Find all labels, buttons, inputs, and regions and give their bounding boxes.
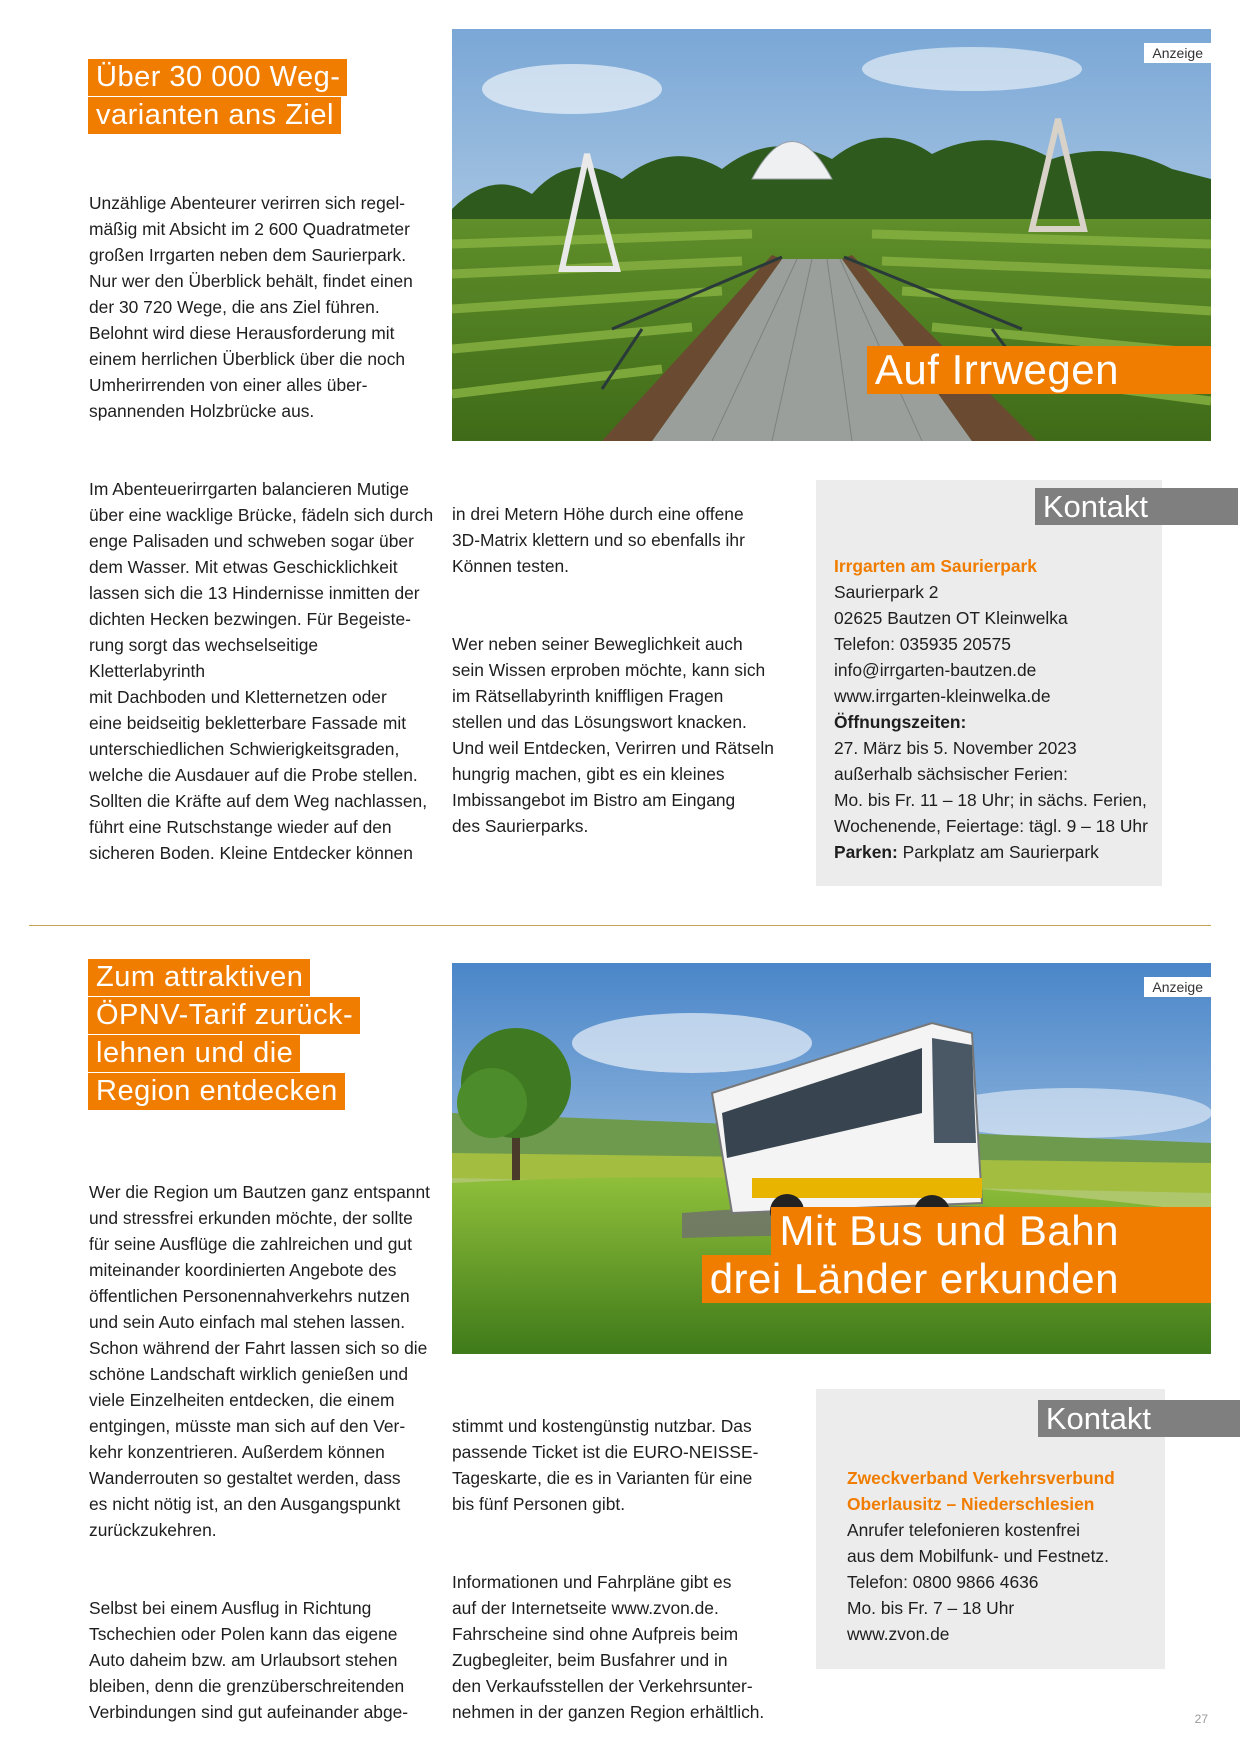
photo-title: [867, 346, 1211, 394]
bus-photo: [452, 963, 1211, 1354]
contact-label: Kontakt: [1035, 488, 1238, 525]
paragraph: Wer neben seiner Beweglichkeit auch sein Wissen erproben möchte, kann sich im Rätsellabyrinth kniffligen Fragen stellen und das Lösungswort knacken. Und weil Entdecken, Verirren und Rätseln hungrig machen, gibt es ein kleines Imbissangebot im Bistro am Eingang des Saurierparks.: [452, 634, 774, 836]
section-divider: [29, 925, 1211, 926]
opening-hours-line: Mo. bis Fr. 11 – 18 Uhr; in sächs. Ferien,: [834, 790, 1147, 810]
contact-details: [834, 553, 1148, 865]
contact-phone: Telefon: 035935 20575: [834, 634, 1011, 654]
headline-maze: [88, 59, 347, 135]
contact-address-line: Saurierpark 2: [834, 582, 939, 602]
article-column-1: [89, 1153, 434, 1751]
contact-organization: Oberlausitz – Niederschlesien: [847, 1494, 1095, 1514]
photo-title-line: Mit Bus und Bahn: [771, 1207, 1211, 1255]
headline-public-transport: [88, 959, 360, 1111]
headline-line: lehnen und die: [88, 1035, 300, 1072]
contact-hours: Mo. bis Fr. 7 – 18 Uhr: [847, 1598, 1015, 1618]
contact-label: Kontakt: [1038, 1400, 1240, 1437]
photo-title-line: drei Länder erkunden: [702, 1255, 1211, 1303]
paragraph: in drei Metern Höhe durch eine offene 3D-Matrix klettern und so ebenfalls ihr Können testen.: [452, 504, 745, 576]
contact-details: [847, 1465, 1115, 1647]
paragraph: Wer die Region um Bautzen ganz entspannt und stressfrei erkunden möchte, der sollte für seine Ausflüge die zahlreichen und gut miteinander koordinierten Angebote des öffentlichen Personennahverkehrs nutzen und sein Auto einfach mal stehen lassen. Schon während der Fahrt lassen sich so die schöne Landschaft wirklich genießen und viele Einzelheiten entdecken, die einem entgingen, müsste man sich auf den Ver- kehr konzentrieren. Außerdem können Wanderrouten so gestaltet werden, dass es nicht nötig ist, an den Ausgangspunkt zurückzukehren.: [89, 1182, 430, 1540]
headline-line: Zum attraktiven: [88, 959, 310, 996]
opening-hours-line: außerhalb sächsischer Ferien:: [834, 764, 1068, 784]
page-number: 27: [1194, 1712, 1208, 1726]
contact-organization: Zweckverband Verkehrsverbund: [847, 1468, 1115, 1488]
opening-hours-line: 27. März bis 5. November 2023: [834, 738, 1077, 758]
contact-info-line: aus dem Mobilfunk- und Festnetz.: [847, 1546, 1109, 1566]
contact-address-line: 02625 Bautzen OT Kleinwelka: [834, 608, 1068, 628]
paragraph: stimmt und kostengünstig nutzbar. Das passende Ticket ist die EURO-NEISSE- Tageskarte, die es in Varianten für eine bis fünf Personen gibt.: [452, 1416, 759, 1514]
paragraph: Selbst bei einem Ausflug in Richtung Tschechien oder Polen kann das eigene Auto daheim bzw. am Urlaubsort stehen bleiben, denn die grenzüberschreitenden Verbindungen sind gut aufeinander abge-: [89, 1598, 409, 1722]
parking-info: [834, 839, 1148, 865]
article-column-1: [89, 164, 434, 892]
paragraph: Im Abenteuerirrgarten balancieren Mutige über eine wacklige Brücke, fädeln sich durch enge Palisaden und schweben sogar über dem Wasser. Mit etwas Geschicklichkeit lassen sich die 13 Hindernisse inmitten der dichten Hecken bezwingen. Für Begeiste- rung sorgt das wechselseitige Kletterlabyrinth mit Dachboden und Kletternetzen oder eine beidseitig bekletterbare Fassade mit unterschiedlichen Schwierigkeitsgraden, welche die Ausdauer auf die Probe stellen. Sollten die Kräfte auf dem Weg nachlassen, führt eine Rutschstange wieder auf den sicheren Boden. Kleine Entdecker können: [89, 479, 434, 863]
contact-email[interactable]: info@irrgarten-bautzen.de: [834, 660, 1037, 680]
contact-info-line: Anrufer telefonieren kostenfrei: [847, 1520, 1080, 1540]
paragraph: Unzählige Abenteurer verirren sich regel- mäßig mit Absicht im 2 600 Quadratmeter großen Irrgarten neben dem Saurierpark. Nur wer den Überblick behält, findet einen der 30 720 Wege, die ans Ziel führen. Belohnt wird diese Herausforderung mit einem herrlichen Überblick über die noch Umherirrenden von einer alles über- spannenden Holzbrücke aus.: [89, 193, 413, 421]
contact-phone: Telefon: 0800 9866 4636: [847, 1572, 1039, 1592]
opening-hours-label: Öffnungszeiten:: [834, 712, 967, 732]
contact-website[interactable]: www.zvon.de: [847, 1624, 950, 1644]
ad-badge: Anzeige: [1144, 43, 1211, 63]
contact-box-maze: [816, 480, 1162, 886]
parking-label: Parken:: [834, 842, 898, 862]
article-column-2: [452, 1387, 792, 1751]
headline-line: ÖPNV-Tarif zurück-: [88, 997, 360, 1034]
contact-organization: Irrgarten am Saurierpark: [834, 556, 1037, 576]
headline-line: varianten ans Ziel: [88, 97, 341, 134]
opening-hours-line: Wochenende, Feiertage: tägl. 9 – 18 Uhr: [834, 816, 1148, 836]
ad-badge: Anzeige: [1144, 977, 1211, 997]
contact-box-transport: [816, 1389, 1165, 1669]
maze-photo: [452, 29, 1211, 441]
contact-website[interactable]: www.irrgarten-kleinwelka.de: [834, 686, 1051, 706]
photo-title: [702, 1207, 1211, 1303]
photo-title-line: Auf Irrwegen: [867, 346, 1211, 394]
article-column-2: [452, 475, 792, 865]
headline-line: Region entdecken: [88, 1073, 345, 1110]
headline-line: Über 30 000 Weg-: [88, 59, 347, 96]
parking-value: Parkplatz am Saurierpark: [897, 842, 1099, 862]
paragraph: Informationen und Fahrpläne gibt es auf der Internetseite www.zvon.de. Fahrscheine sind ohne Aufpreis beim Zugbegleiter, beim Busfahrer und in den Verkaufsstellen der Verkehrsunter- nehmen in der ganzen Region erhältlich.: [452, 1572, 765, 1722]
